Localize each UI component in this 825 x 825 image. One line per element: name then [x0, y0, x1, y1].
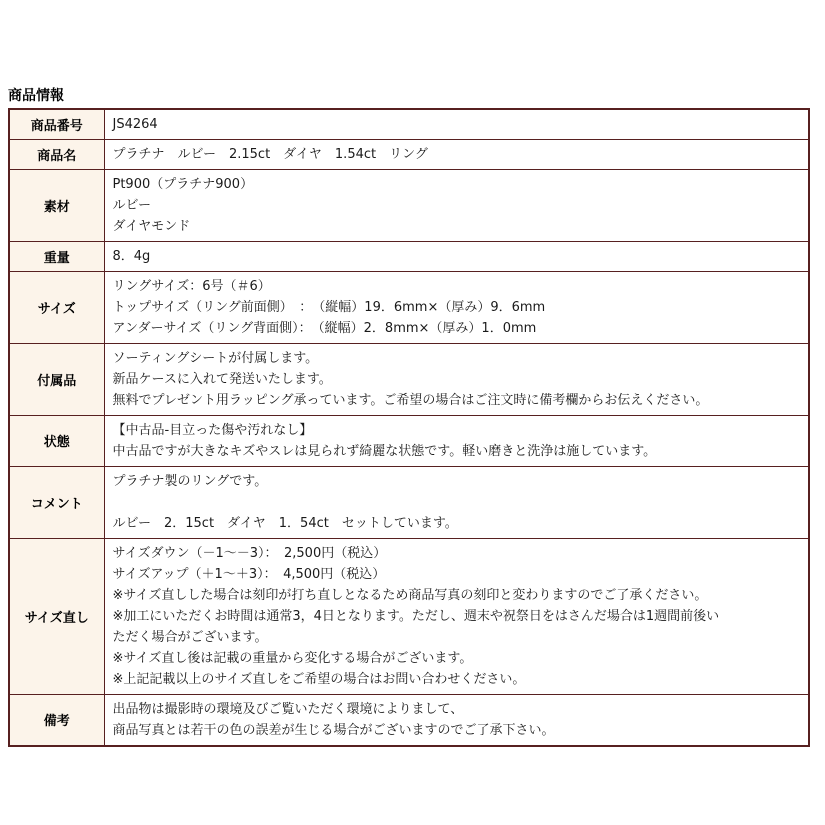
- row-label: 付属品: [9, 343, 104, 415]
- row-label: 備考: [9, 694, 104, 746]
- content-line: ソーティングシートが付属します。: [112, 350, 319, 366]
- row-label: 状態: [9, 415, 104, 466]
- row-content: [104, 169, 809, 241]
- row-label: 素材: [9, 169, 104, 241]
- product-table-body: [9, 109, 809, 746]
- content-line: ダイヤモンド: [112, 218, 191, 234]
- content-line: リングサイズ：6号（＃6）: [112, 278, 271, 294]
- content-line: JS4264: [112, 116, 158, 132]
- content-line: 8．4g: [112, 248, 151, 264]
- table-row: [9, 241, 809, 271]
- content-line: アンダーサイズ（リング背面側）： （縦幅）2．8mm×（厚み）1．0mm: [112, 320, 537, 336]
- table-row: [9, 415, 809, 466]
- row-label: 重量: [9, 241, 104, 271]
- content-line: ※上記記載以上のサイズ直しをご希望の場合はお問い合わせください。: [112, 671, 526, 687]
- row-label: 商品番号: [9, 109, 104, 140]
- table-row: [9, 466, 809, 538]
- content-line: Pt900（プラチナ900）: [112, 176, 254, 192]
- content-line: ※加工にいただくお時間は通常3，4日となります。ただし、週末や祝祭日をはさんだ場合は1週間前後い: [112, 608, 720, 624]
- content-line: 中古品ですが大きなキズやスレは見られず綺麗な状態です。軽い磨きと洗浄は施しています。: [112, 443, 657, 459]
- row-label: コメント: [9, 466, 104, 538]
- product-info-table: [8, 108, 810, 747]
- row-content: [104, 139, 809, 169]
- content-line: 無料でプレゼント用ラッピング承っています。ご希望の場合はご注文時に備考欄からお伝えください。: [112, 392, 709, 408]
- content-line: トップサイズ（リング前面側） ： （縦幅）19．6mm×（厚み）9．6mm: [112, 299, 546, 315]
- content-line: ルビー: [112, 197, 151, 213]
- row-content: [104, 415, 809, 466]
- content-line: ※サイズ直しした場合は刻印が打ち直しとなるため商品写真の刻印と変わりますのでご了承ください。: [112, 587, 708, 603]
- table-row: [9, 109, 809, 140]
- content-line: [113, 492, 801, 513]
- content-line: プラチナ製のリングです。: [112, 473, 268, 489]
- row-content: [104, 538, 809, 694]
- table-row: [9, 343, 809, 415]
- table-row: [9, 139, 809, 169]
- row-label: 商品名: [9, 139, 104, 169]
- row-content: [104, 271, 809, 343]
- row-label: サイズ: [9, 271, 104, 343]
- row-label: サイズ直し: [9, 538, 104, 694]
- row-content: [104, 109, 809, 140]
- content-line: ルビー 2．15ct ダイヤ 1．54ct セットしています。: [112, 515, 458, 531]
- row-content: [104, 343, 809, 415]
- content-line: 商品写真とは若干の色の誤差が生じる場合がございますのでご了承下さい。: [112, 722, 555, 738]
- content-line: サイズダウン（－1〜－3）： 2,500円（税込）: [112, 545, 387, 561]
- table-row: [9, 169, 809, 241]
- table-row: [9, 271, 809, 343]
- content-line: サイズアップ（＋1〜＋3）： 4,500円（税込）: [112, 566, 386, 582]
- table-row: [9, 694, 809, 746]
- table-row: [9, 538, 809, 694]
- page-title: 商品情報: [8, 88, 64, 104]
- content-line: ※サイズ直し後は記載の重量から変化する場合がございます。: [112, 650, 473, 666]
- row-content: [104, 694, 809, 746]
- row-content: [104, 241, 809, 271]
- content-line: プラチナ ルビー 2.15ct ダイヤ 1.54ct リング: [112, 146, 428, 162]
- content-line: 出品物は撮影時の環境及びご覧いただく環境によりまして、: [112, 701, 464, 717]
- content-line: ただく場合がございます。: [112, 629, 268, 645]
- row-content: [104, 466, 809, 538]
- content-line: 新品ケースに入れて発送いたします。: [112, 371, 332, 387]
- content-line: 【中古品-目立った傷や汚れなし】: [112, 422, 313, 438]
